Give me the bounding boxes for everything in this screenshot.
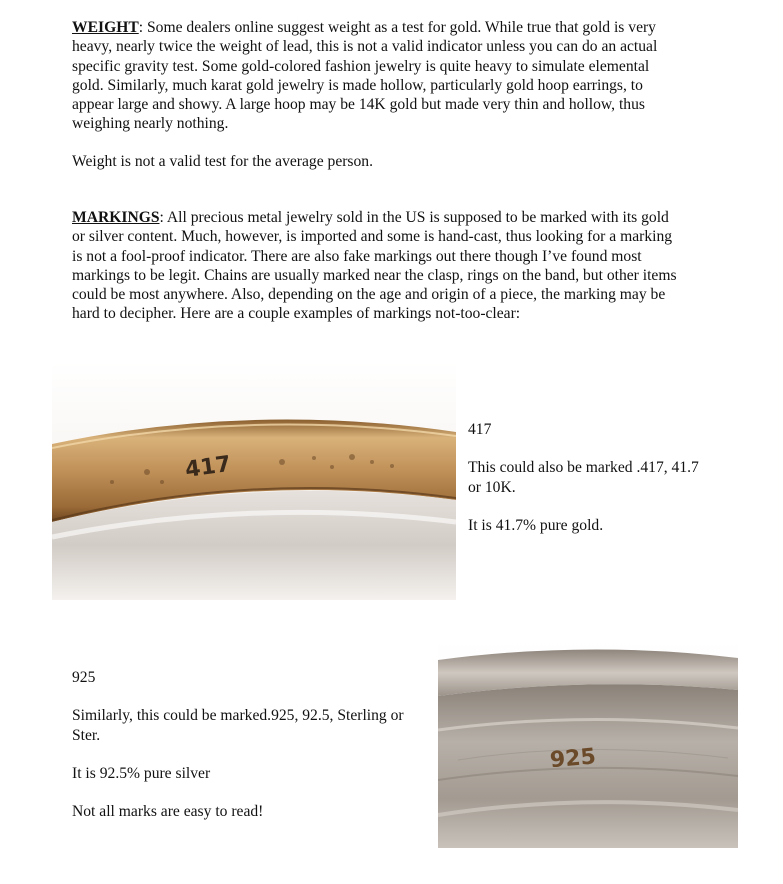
gold-purity: It is 41.7% pure gold.	[468, 516, 604, 534]
markings-paragraph	[72, 208, 677, 324]
weight-heading-colon: :	[138, 19, 144, 36]
markings-heading: MARKINGS	[72, 209, 160, 226]
weight-note: Weight is not a valid test for the average person.	[72, 153, 373, 170]
gold-ring-photo	[52, 362, 456, 600]
gold-mark-number: 417	[468, 421, 492, 438]
gold-caption	[468, 420, 708, 535]
silver-caption	[72, 668, 422, 821]
silver-ring-photo	[438, 640, 738, 848]
weight-heading: WEIGHT	[72, 19, 139, 36]
silver-mark-number: 925	[72, 669, 96, 686]
weight-body: Some dealers online suggest weight as a test for gold. While true that gold is very heavy, nearly twice the weight of lead, this is not a valid indicator unless you can do an actual specific gravity test. Some gold-colored fashion jewelry is quite heavy to simulate elemental gold. Similarly, much karat gold jewelry is made hollow, particularly gold hoop earrings, to appear large and showy. A large hoop may be 14K gold but made very thin and hollow, thus weighing nearly nothing.	[72, 19, 658, 133]
gold-alt-marks: This could also be marked .417, 41.7 or 10K.	[468, 459, 699, 496]
silver-note: Not all marks are easy to read!	[72, 803, 264, 821]
silver-purity: It is 92.5% pure silver	[72, 764, 211, 782]
markings-heading-colon: :	[159, 209, 164, 226]
gold-ring-stamp: 417	[183, 451, 233, 483]
markings-body: All precious metal jewelry sold in the US is supposed to be marked with its gold or silver content. Much, however, is imported and some is hand-cast, thus looking for a marking is not a fool-proof indicator. There are also fake markings out there though I’ve found most markings to be legit. Chains are usually marked near the clasp, rings on the band, but other items could be most anywhere. Also, depending on the age and origin of a piece, the marking may be hard to decipher. Here are a couple examples of markings not-too-clear:	[72, 209, 677, 323]
silver-alt-marks: Similarly, this could be marked.925, 92.5, Sterling or Ster.	[72, 707, 404, 744]
silver-ring-stamp: 925	[549, 744, 597, 774]
weight-paragraph	[72, 18, 672, 134]
